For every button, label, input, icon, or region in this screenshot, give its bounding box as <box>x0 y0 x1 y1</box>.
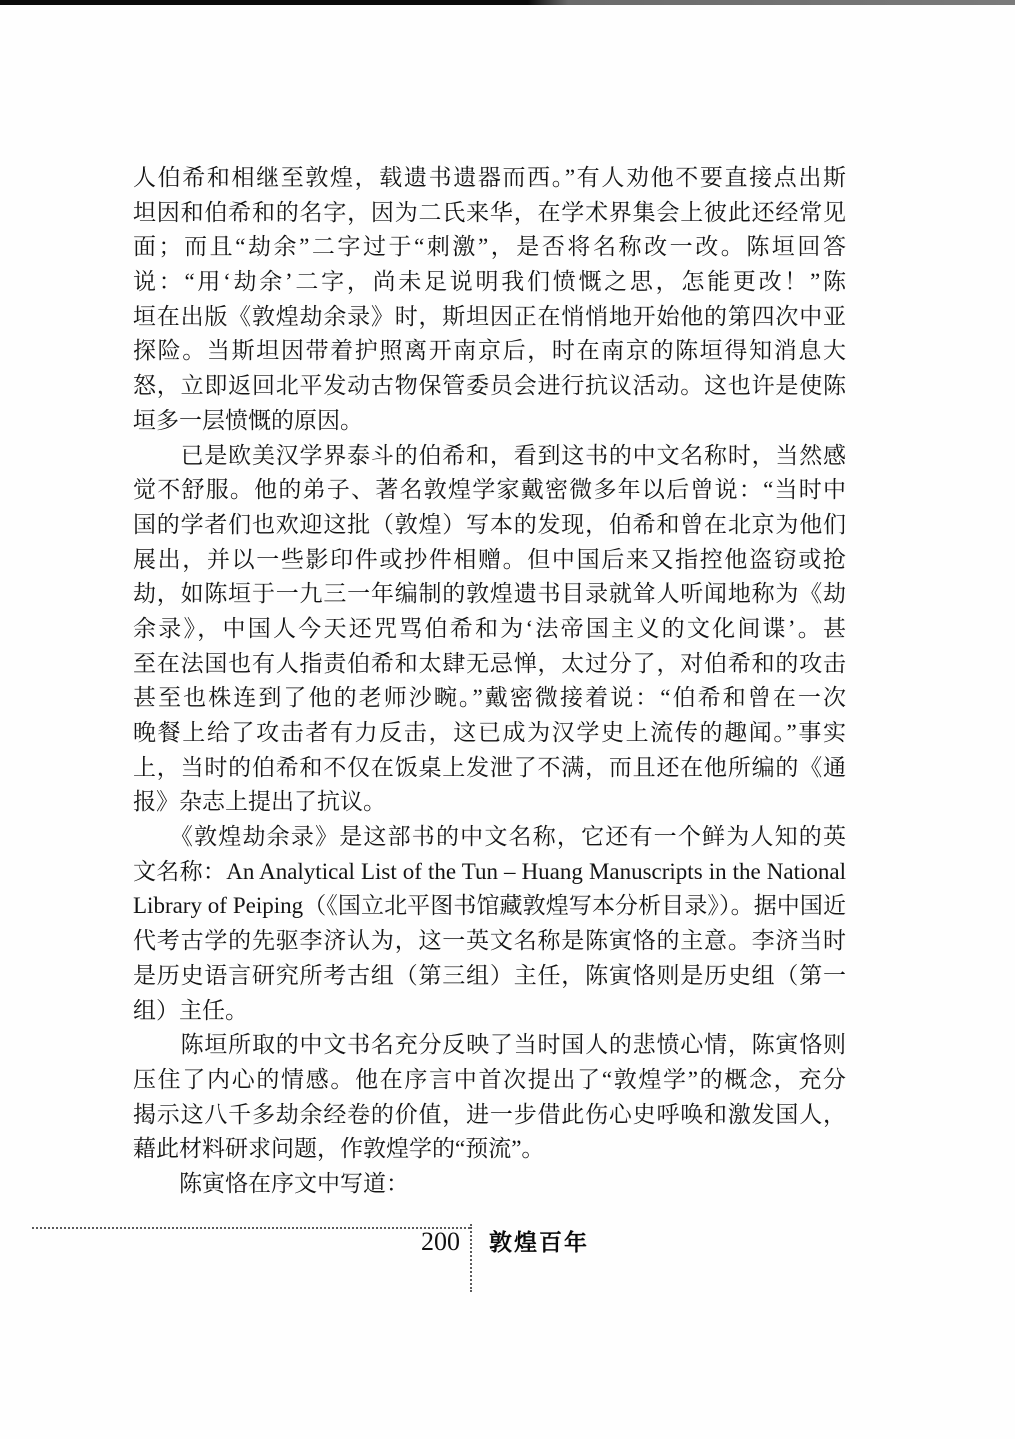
book-title: 敦煌百年 <box>489 1229 589 1255</box>
text-line: 藉此材料研求问题，作敦煌学的“预流”。 <box>133 1136 545 1162</box>
text-line: 垣在出版《敦煌劫余录》时，斯坦因正在悄悄地开始他的第四次中亚 <box>133 303 846 329</box>
text-line: 探险。当斯坦因带着护照离开南京后，时在南京的陈垣得知消息大 <box>133 338 846 364</box>
footer-dotted-rule <box>32 1227 470 1229</box>
text-line: 报》杂志上提出了抗议。 <box>133 789 386 815</box>
footer-dotted-divider <box>470 1224 472 1292</box>
text-line: 是历史语言研究所考古组（第三组）主任，陈寅恪则是历史组（第一 <box>133 962 846 988</box>
text-line: 垣多一层愤慨的原因。 <box>133 407 363 433</box>
text-line: Library of Peiping（《国立北平图书馆藏敦煌写本分析目录》）。据中国近 <box>133 893 846 919</box>
text-line: 《敦煌劫余录》是这部书的中文名称，它还有一个鲜为人知的英 <box>133 824 846 850</box>
text-line: 怒，立即返回北平发动古物保管委员会进行抗议活动。这也许是使陈 <box>133 373 846 399</box>
text-line: 代考古学的先驱李济认为，这一英文名称是陈寅恪的主意。李济当时 <box>133 928 846 954</box>
text-line: 觉不舒服。他的弟子、著名敦煌学家戴密微多年以后曾说：“当时中 <box>133 477 846 503</box>
text-line: 甚至也株连到了他的老师沙畹。”戴密微接着说：“伯希和曾在一次 <box>133 685 846 711</box>
text-line: 劫，如陈垣于一九三一年编制的敦煌遗书目录就耸人听闻地称为《劫 <box>133 581 846 607</box>
text-line: 组）主任。 <box>133 997 248 1023</box>
text-line: 已是欧美汉学界泰斗的伯希和，看到这书的中文名称时，当然感 <box>133 442 846 468</box>
text-line: 晚餐上给了攻击者有力反击，这已成为汉学史上流传的趣闻。”事实 <box>133 720 846 745</box>
page-number: 200 <box>421 1227 460 1256</box>
scan-top-edge <box>0 0 1015 5</box>
text-line: 揭示这八千多劫余经卷的价值，进一步借此伤心史呼唤和激发国人， <box>133 1101 846 1127</box>
text-line: 说：“用‘劫余’二字，尚未足说明我们愤慨之思，怎能更改！”陈 <box>133 269 846 295</box>
text-line: 人伯希和相继至敦煌，载遗书遗器而西。”有人劝他不要直接点出斯 <box>133 165 846 190</box>
text-line: 面；而且“劫余”二字过于“刺激”，是否将名称改一改。陈垣回答 <box>133 234 846 260</box>
text-line: 陈垣所取的中文书名充分反映了当时国人的悲愤心情，陈寅恪则 <box>133 1032 846 1058</box>
text-line: 余录》，中国人今天还咒骂伯希和为‘法帝国主义的文化间谍’。甚 <box>133 615 846 641</box>
text-line: 文名称：An Analytical List of the Tun – Huang Manuscripts in the National <box>133 858 846 884</box>
text-line: 压住了内心的情感。他在序言中首次提出了“敦煌学”的概念，充分 <box>133 1066 846 1092</box>
text-line: 国的学者们也欢迎这批（敦煌）写本的发现，伯希和曾在北京为他们 <box>133 511 846 537</box>
text-line: 坦因和伯希和的名字，因为二氏来华，在学术界集会上彼此还经常见 <box>133 199 846 225</box>
text-line: 至在法国也有人指责伯希和太肆无忌惮，太过分了，对伯希和的攻击 <box>133 650 846 676</box>
page-text <box>133 161 846 1202</box>
text-line: 展出，并以一些影印件或抄件相赠。但中国后来又指控他盗窃或抢 <box>133 546 846 572</box>
text-line: 陈寅恪在序文中写道： <box>133 1170 409 1196</box>
text-line: 上，当时的伯希和不仅在饭桌上发泄了不满，而且还在他所编的《通 <box>133 754 846 780</box>
